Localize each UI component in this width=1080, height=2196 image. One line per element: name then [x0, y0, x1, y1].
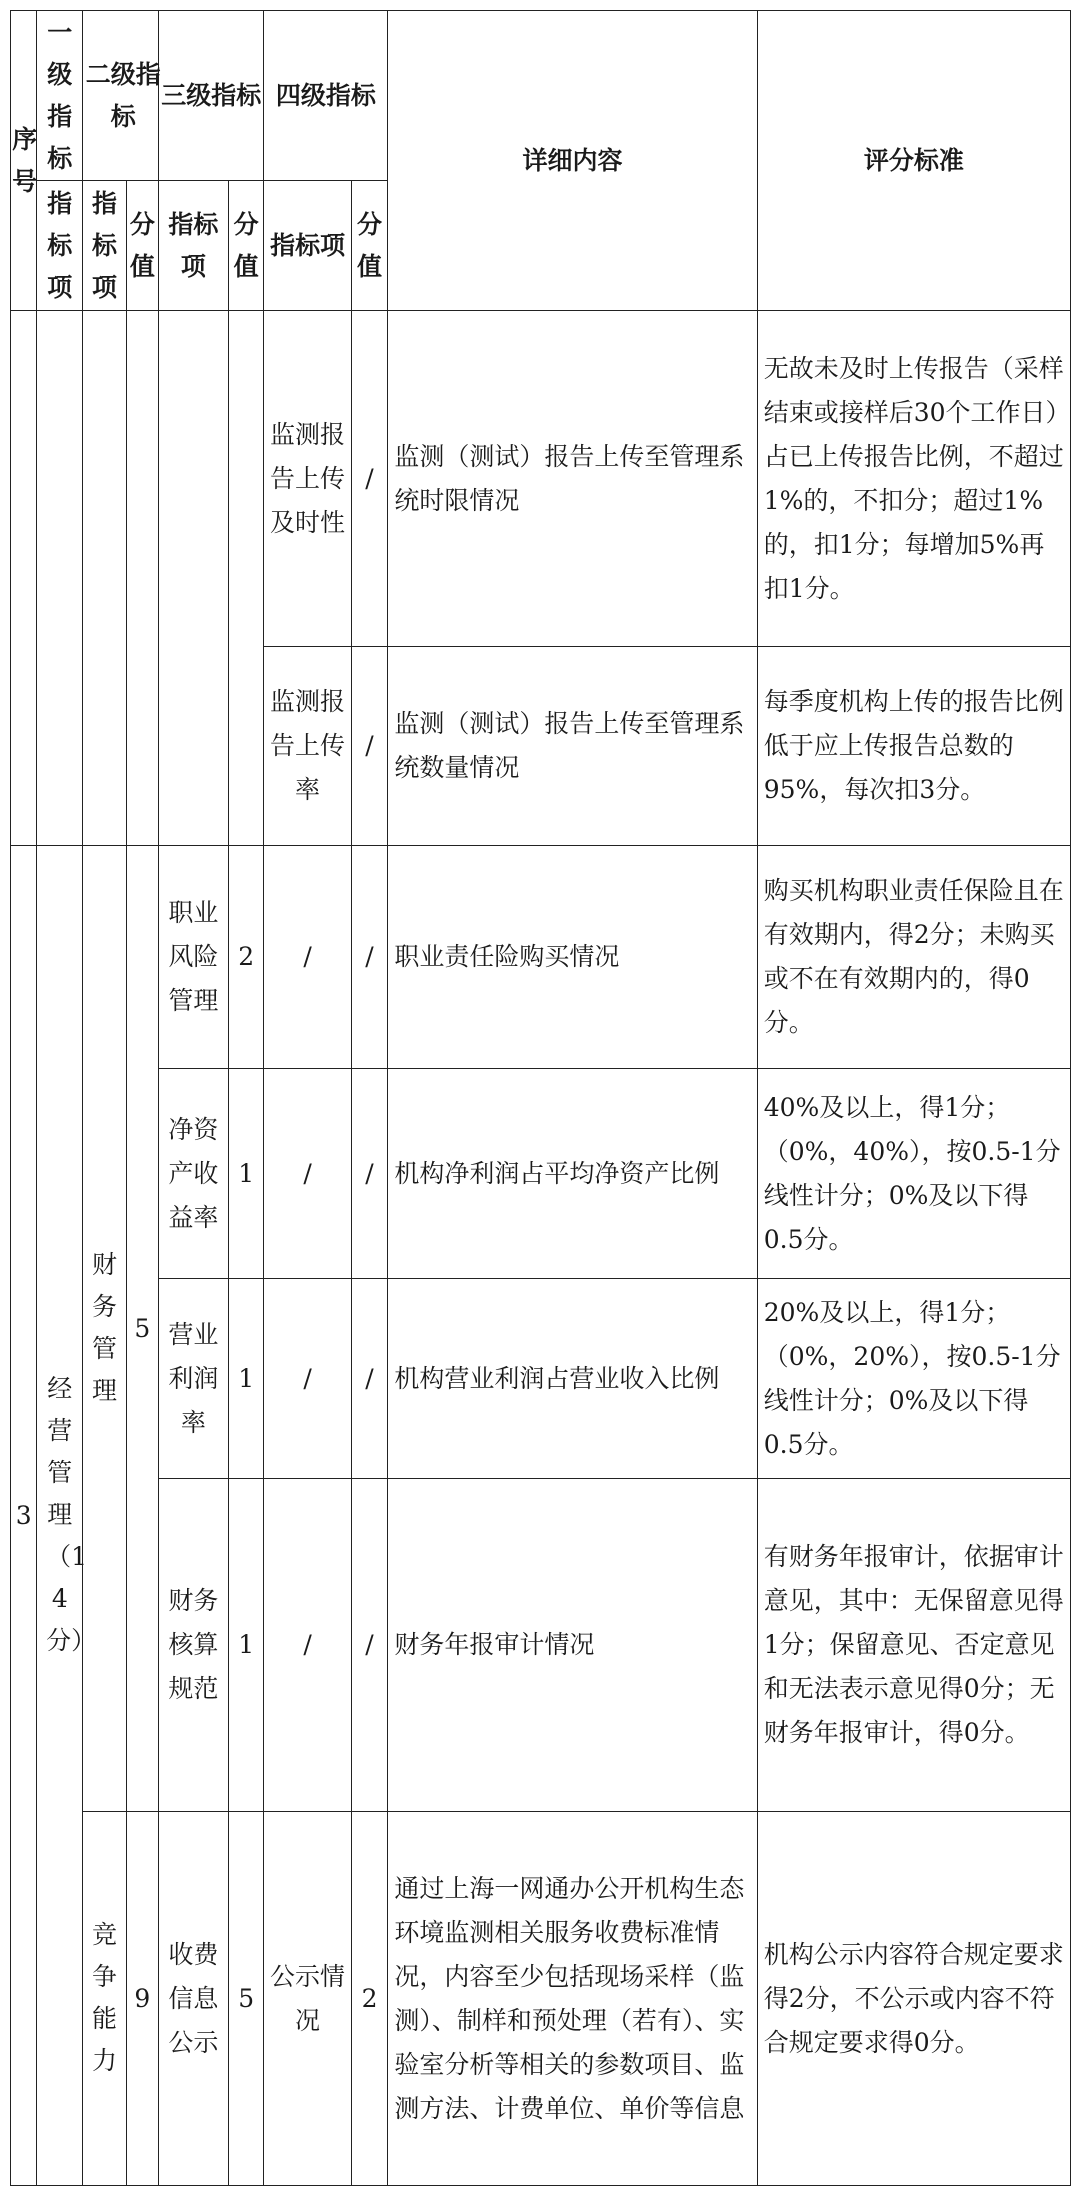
l3-item-cell: 财务核算规范	[158, 1479, 228, 1812]
l3-item-cell-empty	[158, 311, 228, 846]
detail-cell: 监测（测试）报告上传至管理系统数量情况	[388, 647, 757, 846]
table-row	[11, 1069, 1071, 1279]
standard-cell: 20%及以上，得1分；（0%，20%），按0.5-1分线性计分；0%及以下得0.5分。	[757, 1279, 1070, 1479]
detail-cell: 机构净利润占平均净资产比例	[388, 1069, 757, 1279]
l2-item-cell: 竞争能力	[83, 1812, 127, 2186]
l1-item-cell: 经营管理（14分）	[37, 846, 83, 2186]
l2-item-cell-empty	[83, 311, 127, 846]
table-row	[11, 1812, 1071, 2186]
header-l2-item: 指标项	[83, 181, 127, 311]
l4-item-cell: 公示情况	[264, 1812, 351, 2186]
l4-item-cell: 监测报告上传及时性	[264, 311, 351, 647]
l3-score-cell: 2	[228, 846, 264, 1069]
header-l4-score: 分值	[351, 181, 388, 311]
l1-item-cell-empty	[37, 311, 83, 846]
l3-score-cell: 1	[228, 1279, 264, 1479]
l4-item-cell: 监测报告上传率	[264, 647, 351, 846]
table-row	[11, 1479, 1071, 1812]
standard-cell: 机构公示内容符合规定要求得2分，不公示或内容不符合规定要求得0分。	[757, 1812, 1070, 2186]
l3-item-cell: 职业风险管理	[158, 846, 228, 1069]
l4-item-cell: /	[264, 1479, 351, 1812]
header-level1: 一级指标	[37, 11, 83, 181]
detail-cell: 财务年报审计情况	[388, 1479, 757, 1812]
seq-cell: 3	[11, 846, 37, 2186]
seq-cell-empty	[11, 311, 37, 846]
standard-cell: 无故未及时上传报告（采样结束或接样后30个工作日）占已上传报告比例，不超过1%的，不扣分；超过1%的，扣1分；每增加5%再扣1分。	[757, 311, 1070, 647]
scoring-table	[10, 10, 1071, 2186]
detail-cell: 监测（测试）报告上传至管理系统时限情况	[388, 311, 757, 647]
header-level2: 二级指标	[83, 11, 159, 181]
l4-score-cell: /	[351, 647, 388, 846]
standard-cell: 购买机构职业责任保险且在有效期内，得2分；未购买或不在有效期内的，得0分。	[757, 846, 1070, 1069]
detail-cell: 通过上海一网通办公开机构生态环境监测相关服务收费标准情况，内容至少包括现场采样（监测）、制样和预处理（若有）、实验室分析等相关的参数项目、监测方法、计费单位、单价等信息	[388, 1812, 757, 2186]
header-seq: 序号	[11, 11, 37, 311]
header-row-1	[11, 11, 1071, 181]
l4-score-cell: /	[351, 1069, 388, 1279]
table-row	[11, 1279, 1071, 1479]
l4-item-cell: /	[264, 846, 351, 1069]
l3-item-cell: 营业利润率	[158, 1279, 228, 1479]
l3-item-cell: 收费信息公示	[158, 1812, 228, 2186]
header-detail: 详细内容	[388, 11, 757, 311]
table-row	[11, 846, 1071, 1069]
header-standard: 评分标准	[757, 11, 1070, 311]
l4-item-cell: /	[264, 1069, 351, 1279]
header-l3-item: 指标项	[158, 181, 228, 311]
header-l3-score: 分值	[228, 181, 264, 311]
l3-item-cell: 净资产收益率	[158, 1069, 228, 1279]
standard-cell: 每季度机构上传的报告比例低于应上传报告总数的95%，每次扣3分。	[757, 647, 1070, 846]
l4-score-cell: /	[351, 1479, 388, 1812]
header-level4: 四级指标	[264, 11, 388, 181]
l4-score-cell: 2	[351, 1812, 388, 2186]
l3-score-cell: 1	[228, 1069, 264, 1279]
l2-score-cell: 9	[126, 1812, 158, 2186]
l2-item-cell: 财务管理	[83, 846, 127, 1812]
header-level3: 三级指标	[158, 11, 264, 181]
detail-cell: 职业责任险购买情况	[388, 846, 757, 1069]
standard-cell: 40%及以上，得1分；（0%，40%），按0.5-1分线性计分；0%及以下得0.5分。	[757, 1069, 1070, 1279]
l3-score-cell: 1	[228, 1479, 264, 1812]
l4-score-cell: /	[351, 311, 388, 647]
detail-cell: 机构营业利润占营业收入比例	[388, 1279, 757, 1479]
l2-score-cell: 5	[126, 846, 158, 1812]
l3-score-cell: 5	[228, 1812, 264, 2186]
l3-score-cell-empty	[228, 311, 264, 846]
header-l2-score: 分值	[126, 181, 158, 311]
header-l1-item: 指标项	[37, 181, 83, 311]
header-l4-item: 指标项	[264, 181, 351, 311]
l4-score-cell: /	[351, 1279, 388, 1479]
l4-item-cell: /	[264, 1279, 351, 1479]
table-row	[11, 311, 1071, 647]
standard-cell: 有财务年报审计，依据审计意见，其中：无保留意见得1分；保留意见、否定意见和无法表示意见得0分；无财务年报审计，得0分。	[757, 1479, 1070, 1812]
l2-score-cell-empty	[126, 311, 158, 846]
l4-score-cell: /	[351, 846, 388, 1069]
